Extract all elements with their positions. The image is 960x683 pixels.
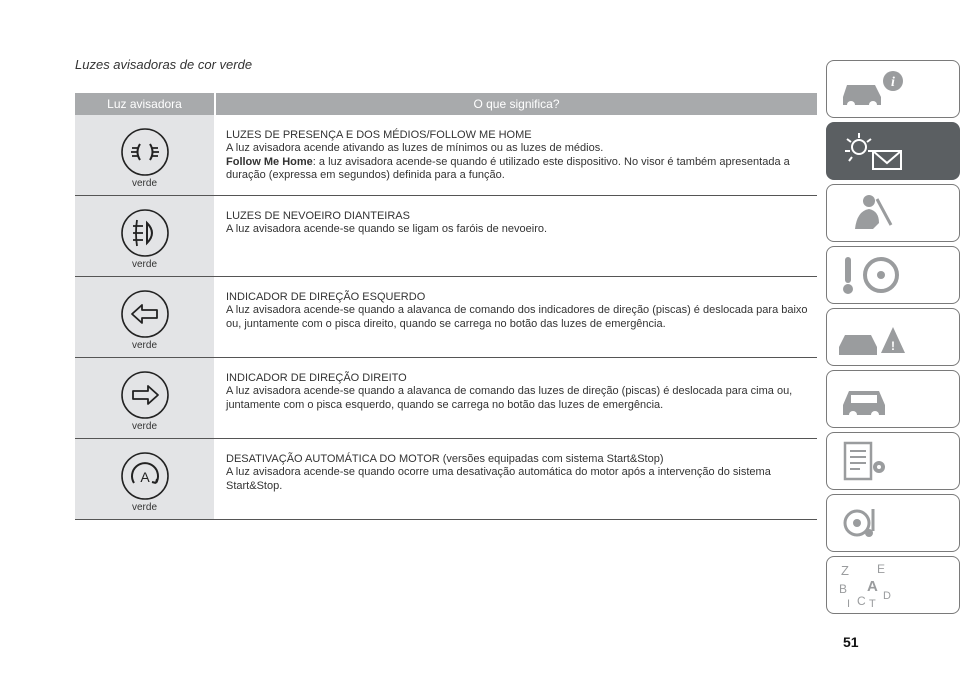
svg-text:!: ! bbox=[891, 339, 895, 353]
header-meaning: O que significa? bbox=[214, 93, 817, 115]
row-title: INDICADOR DE DIREÇÃO DIREITO bbox=[226, 372, 407, 384]
tab-warning-lights[interactable] bbox=[826, 122, 960, 180]
row-text: A luz avisadora acende-se quando a alavanca de comando dos indicadores de direção (piscas) é deslocada para baixo ou, juntamente com o pisca direito, quando se carrega no botão das luzes de emergência. bbox=[226, 304, 808, 330]
start-stop-icon bbox=[120, 451, 170, 501]
tab-maintenance[interactable] bbox=[826, 370, 960, 428]
icon-cell bbox=[75, 358, 214, 438]
right-turn-signal-icon bbox=[120, 370, 170, 420]
icon-color-label: verde bbox=[131, 259, 157, 270]
icon-color-label: verde bbox=[131, 421, 157, 432]
row-text: A luz avisadora acende-se quando a alavanca de comando das luzes de direção (piscas) é deslocada para cima ou, juntamente com o pisca esquerdo, quando se carrega no botão das luzes de emergência. bbox=[226, 385, 793, 411]
icon-color-label: verde bbox=[131, 178, 157, 189]
row-title: INDICADOR DE DIREÇÃO ESQUERDO bbox=[226, 291, 426, 303]
tab-emergency[interactable] bbox=[826, 308, 960, 366]
header-warning-light: Luz avisadora bbox=[107, 97, 182, 111]
row-text: A luz avisadora acende-se quando se ligam os faróis de nevoeiro. bbox=[226, 223, 548, 236]
svg-text:B: B bbox=[839, 582, 848, 596]
table-row bbox=[75, 277, 817, 358]
front-fog-light-icon bbox=[120, 208, 170, 258]
alphabetical-index-icon bbox=[833, 561, 913, 609]
left-turn-signal-icon bbox=[120, 289, 170, 339]
row-title: LUZES DE NEVOEIRO DIANTEIRAS bbox=[226, 210, 410, 222]
description-cell bbox=[214, 196, 817, 276]
svg-text:I: I bbox=[847, 598, 851, 609]
svg-text:T: T bbox=[869, 598, 876, 609]
tab-alphabetical-index[interactable] bbox=[826, 556, 960, 614]
table-row bbox=[75, 439, 817, 520]
section-title: Luzes avisadoras de cor verde bbox=[75, 57, 253, 72]
icon-color-label: verde bbox=[131, 502, 157, 513]
row-text: : a luz avisadora acende-se quando é utilizado este dispositivo. No visor é também apresentada a duração (expressa em segundos) definida para a função. bbox=[226, 155, 790, 181]
svg-text:D: D bbox=[883, 590, 891, 602]
tab-multimedia[interactable] bbox=[826, 494, 960, 552]
icon-cell bbox=[75, 277, 214, 357]
svg-text:A: A bbox=[867, 578, 878, 595]
table-row bbox=[75, 115, 817, 196]
row-text: A luz avisadora acende ativando as luzes de mínimos ou as luzes de médios. bbox=[226, 142, 604, 155]
emergency-car-icon bbox=[833, 313, 913, 361]
row-text-follow-me bbox=[226, 156, 817, 183]
icon-cell bbox=[75, 115, 214, 195]
description-cell bbox=[214, 358, 817, 438]
airbag-safety-icon bbox=[833, 189, 913, 237]
warning-lights-message-icon bbox=[833, 127, 913, 175]
icon-color-label: verde bbox=[131, 340, 157, 351]
svg-text:E: E bbox=[877, 562, 886, 576]
icon-cell bbox=[75, 439, 214, 519]
page-number: 51 bbox=[843, 634, 859, 650]
description-cell bbox=[214, 115, 817, 195]
tab-safety[interactable] bbox=[826, 184, 960, 242]
description-cell bbox=[214, 277, 817, 357]
table-row bbox=[75, 196, 817, 277]
multimedia-icon bbox=[833, 499, 913, 547]
table-row bbox=[75, 358, 817, 439]
technical-data-icon bbox=[833, 437, 913, 485]
car-maintenance-icon bbox=[833, 375, 913, 423]
tab-technical-data[interactable] bbox=[826, 432, 960, 490]
row-text: A luz avisadora acende-se quando ocorre uma desativação automática do motor após a intervenção do sistema Start&Stop. bbox=[226, 466, 771, 492]
table-header bbox=[75, 93, 817, 115]
description-cell bbox=[214, 439, 817, 519]
svg-text:i: i bbox=[891, 75, 895, 90]
steering-wheel-key-icon bbox=[833, 251, 913, 299]
position-lights-icon bbox=[120, 127, 170, 177]
warning-lights-table bbox=[75, 93, 817, 520]
svg-text:C: C bbox=[857, 594, 866, 608]
car-info-icon bbox=[833, 65, 913, 113]
bold-term: Follow Me Home bbox=[226, 155, 313, 168]
row-title: LUZES DE PRESENÇA E DOS MÉDIOS/FOLLOW ME HOME bbox=[226, 129, 532, 141]
icon-cell bbox=[75, 196, 214, 276]
row-title: DESATIVAÇÃO AUTOMÁTICA DO MOTOR (versões equipadas com sistema Start&Stop) bbox=[226, 453, 664, 465]
tab-starting-driving[interactable] bbox=[826, 246, 960, 304]
svg-text:A: A bbox=[139, 469, 150, 485]
tab-car-info[interactable] bbox=[826, 60, 960, 118]
svg-text:Z: Z bbox=[841, 563, 849, 578]
